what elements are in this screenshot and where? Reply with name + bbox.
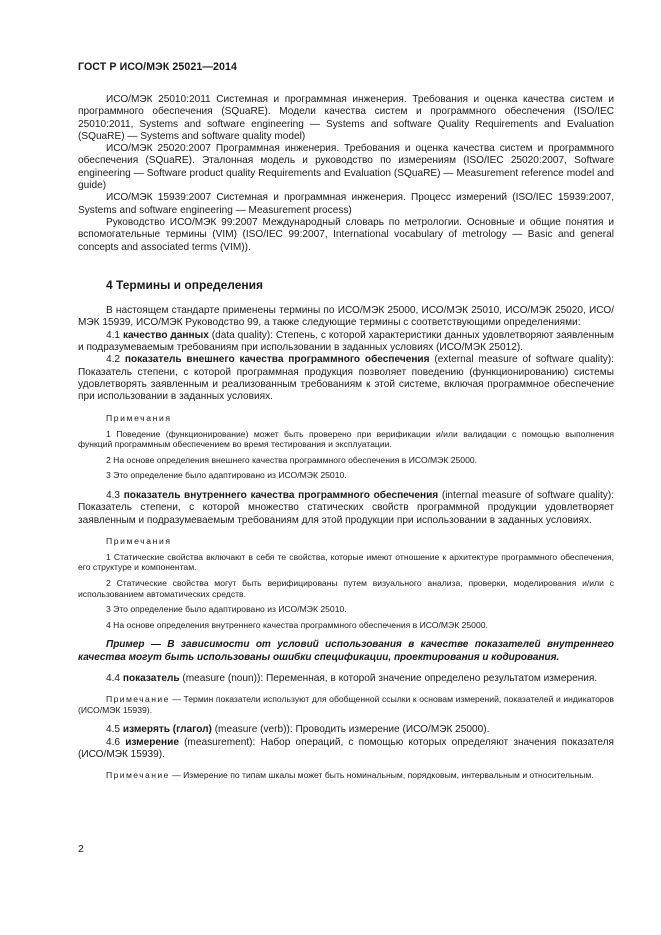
reference-guide-99: Руководство ИСО/МЭК 99:2007 Международный словарь по метрологии. Основные и общие понятия и вспомогательные термины (VIM) (ISO/IEC 99:2007, International vocabulary of metrology — Basic and general concepts and associated terms (VIM)).	[78, 216, 614, 253]
note-text: — Термин показатели используют для обобщенной ссылки к основам измерений, показателей и индикаторов (ИСО/МЭК 15939).	[78, 694, 614, 715]
section-intro: В настоящем стандарте применены термины по ИСО/МЭК 25000, ИСО/МЭК 25010, ИСО/МЭК 25020, ИСО/МЭК 15939, ИСО/МЭК Руководство 99, а также следующие термины с соответствующими определениями:	[78, 305, 614, 329]
reference-iso-25010: ИСО/МЭК 25010:2011 Системная и программная инженерия. Требования и оценка качества систем и программного обеспечения (SQuaRE). Модели качества систем и программного обеспечения (ISO/IEC 25010:2011, Systems and software engineering — Systems and software Quality Requirements and Evaluation (SQuaRE) — Systems and software quality model)	[78, 94, 614, 142]
term-number: 4.6	[106, 736, 121, 748]
term-definition: (data quality): Степень, с которой характеристики данных удовлетворяют заявленным и подразумеваемым требованиям при использовании в заданных условиях (ИСО/МЭК 25012).	[78, 329, 614, 354]
note-4-4	[78, 694, 614, 715]
document-header: ГОСТ Р ИСО/МЭК 25021—2014	[78, 61, 237, 73]
term-name: показатель внешнего качества программного обеспечения	[124, 354, 430, 366]
note-item: 1 Статические свойства включают в себя те свойства, которые имеют отношение к архитектуре программного обеспечения, его структуре и компонентам.	[78, 551, 614, 573]
note-item: 3 Это определение было адаптировано из ИСО/МЭК 25010.	[106, 470, 347, 481]
example-text: — В зависимости от условий использования в качестве показателей внутреннего качества могут быть использованы ошибки спецификации, проектирования и кодирования.	[78, 639, 614, 663]
term-name: показатель	[122, 672, 180, 684]
note-item: 4 На основе определения внутреннего качества программного обеспечения в ИСО/МЭК 25000.	[106, 619, 488, 630]
term-name: показатель внутреннего качества программного обеспечения	[123, 489, 439, 501]
term-4-1	[78, 330, 614, 355]
note-item: 2 На основе определения внешнего качества программного обеспечения в ИСО/МЭК 25000.	[106, 454, 478, 465]
term-definition: (external measure of software quality): Показатель степени, с которой программная продукция позволяет поведению (функционированию) системы удовлетворять заявленным и реализованным требованиям к этой системе, включая программное обеспечение при использовании в заданных условиях.	[78, 354, 614, 403]
term-name: измерять (глагол)	[122, 724, 212, 736]
example-label: Пример	[106, 639, 145, 651]
term-definition: (internal measure of software quality): Показатель степени, с которой множество статических свойств программной продукции удовлетворяет заявленным и подразумеваемым требованиям для этой продукции при использовании в заданных условиях.	[78, 489, 614, 526]
notes-heading: Примечания	[106, 412, 172, 423]
term-4-4	[78, 673, 614, 685]
term-number: 4.1	[106, 329, 121, 341]
notes-4-3	[78, 536, 614, 631]
note-label: Примечание	[106, 694, 170, 705]
term-number: 4.4	[106, 672, 121, 684]
page-number: 2	[78, 843, 84, 855]
note-item: 1 Поведение (функционирование) может быть проверено при верификации и/или валидации с помощью выполнения функций программным обеспечением во время тестирования и эксплуатации.	[78, 428, 614, 450]
note-label: Примечание	[106, 770, 170, 781]
term-number: 4.5	[106, 724, 121, 736]
note-item: 2 Статические свойства могут быть верифицированы путем визуального анализа, проверки, моделирования и/или с использованием автоматических средств.	[78, 577, 614, 599]
reference-iso-25020: ИСО/МЭК 25020:2007 Программная инженерия. Требования и оценка качества систем и программного обеспечения (SQuaRE). Эталонная модель и руководство по измерениям (ISO/IEC 25020:2007, Software engineering — Software product quality Requirements and Evaluation (SQuaRE) — Measurement reference model and guide)	[78, 143, 614, 192]
example-4-3	[78, 639, 614, 664]
term-4-5	[78, 724, 614, 736]
term-4-2	[78, 354, 614, 403]
section-title: 4 Термины и определения	[106, 277, 264, 292]
term-definition: (measure (verb)): Проводить измерение (ИСО/МЭК 25000).	[211, 724, 490, 736]
term-definition: (measurement): Набор операций, с помощью которых определяют значения показателя (ИСО/МЭК 15939).	[78, 736, 614, 761]
term-number: 4.2	[106, 354, 121, 366]
term-name: качество данных	[122, 329, 209, 341]
term-definition: (measure (noun)): Переменная, в которой значение определено результатом измерения.	[179, 672, 598, 684]
term-4-6	[78, 737, 614, 762]
term-number: 4.3	[106, 489, 121, 501]
term-name: измерение	[125, 736, 179, 748]
note-4-6	[78, 770, 614, 781]
term-4-3	[78, 490, 614, 527]
notes-4-2	[78, 413, 614, 481]
page-content	[78, 94, 614, 781]
notes-heading: Примечания	[106, 535, 172, 546]
reference-iso-15939: ИСО/МЭК 15939:2007 Системная и программная инженерия. Процесс измерений (ISO/IEC 15939:2007, Systems and software engineering — Measurement process)	[78, 192, 614, 216]
note-text: — Измерение по типам шкалы может быть номинальным, порядковым, интервальным и относительным.	[169, 770, 594, 781]
note-item: 3 Это определение было адаптировано из ИСО/МЭК 25010.	[106, 604, 347, 615]
